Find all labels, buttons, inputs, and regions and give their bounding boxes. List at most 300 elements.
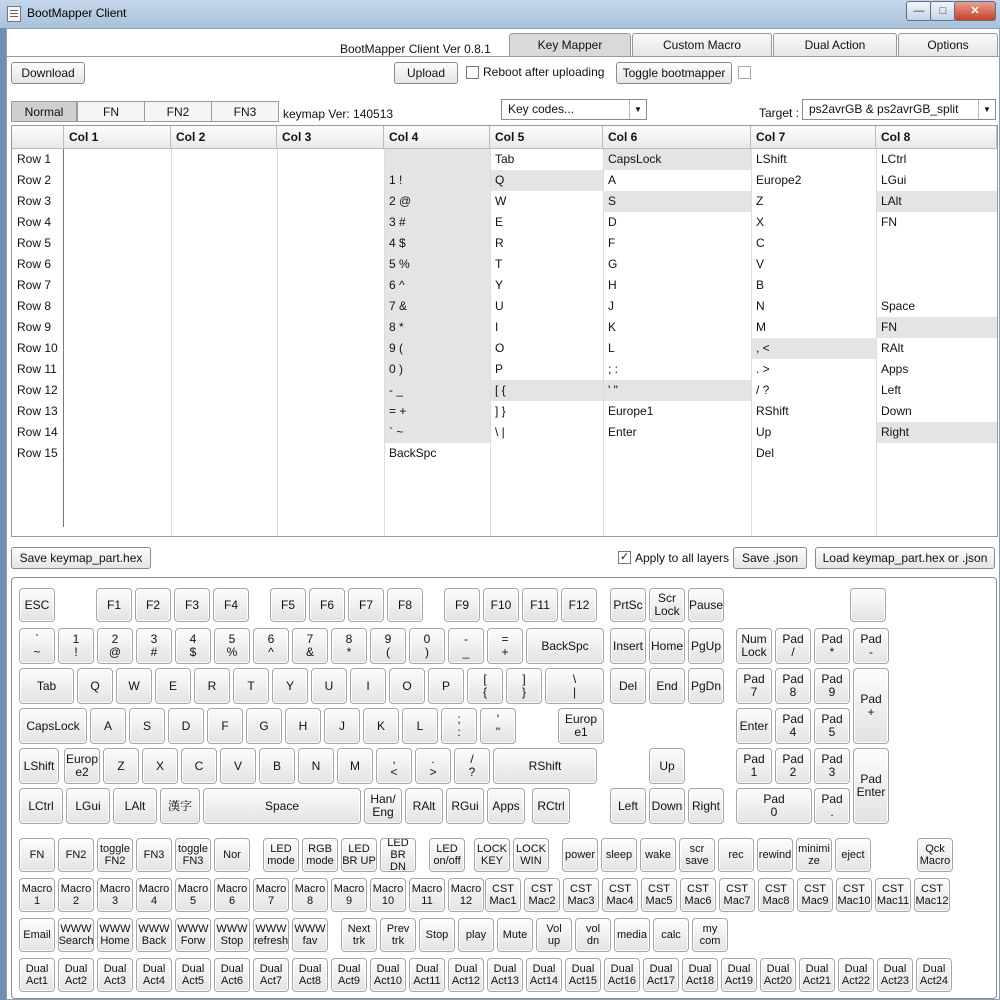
key-www-stop[interactable]: WWW Stop xyxy=(214,918,250,952)
key-0[interactable]: 0 ) xyxy=(409,628,445,664)
save-json-button[interactable]: Save .json xyxy=(733,547,807,569)
key-f3[interactable]: F3 xyxy=(174,588,210,622)
key-rgui[interactable]: RGui xyxy=(446,788,484,824)
key-d[interactable]: D xyxy=(168,708,204,744)
key-dual-act23[interactable]: Dual Act23 xyxy=(877,958,913,992)
grid-column-header[interactable]: Col 1 xyxy=(64,126,171,149)
key-x[interactable]: X xyxy=(142,748,178,784)
grid-cell[interactable]: H xyxy=(608,278,617,292)
key-email[interactable]: Email xyxy=(19,918,55,952)
grid-cell[interactable] xyxy=(751,464,876,485)
key-pad-3[interactable]: Pad 3 xyxy=(814,748,850,784)
key-lshift[interactable]: LShift xyxy=(19,748,59,784)
key-pgdn[interactable]: PgDn xyxy=(688,668,724,704)
key-cst-mac4[interactable]: CST Mac4 xyxy=(602,878,638,912)
grid-cell[interactable] xyxy=(64,359,171,380)
key-l[interactable]: L xyxy=(402,708,438,744)
grid-cell[interactable] xyxy=(277,464,384,485)
grid-cell[interactable] xyxy=(277,212,384,233)
key-y[interactable]: Y xyxy=(272,668,308,704)
grid-cell[interactable] xyxy=(603,485,751,506)
key-4[interactable]: 4 $ xyxy=(175,628,211,664)
key-esc[interactable]: ESC xyxy=(19,588,55,622)
grid-cell[interactable]: ; : xyxy=(608,362,619,376)
grid-cell[interactable] xyxy=(277,191,384,212)
key-blank[interactable]: 漢字 xyxy=(160,788,200,824)
key-power[interactable]: power xyxy=(562,838,598,872)
key-2[interactable]: 2 @ xyxy=(97,628,133,664)
grid-cell[interactable] xyxy=(603,506,751,527)
grid-cell[interactable] xyxy=(277,443,384,464)
grid-cell[interactable]: W xyxy=(495,194,507,208)
key-num-lock[interactable]: Num Lock xyxy=(736,628,772,664)
key-dual-act3[interactable]: Dual Act3 xyxy=(97,958,133,992)
key-backspc[interactable]: BackSpc xyxy=(526,628,604,664)
key-calc[interactable]: calc xyxy=(653,918,689,952)
key-cst-mac12[interactable]: CST Mac12 xyxy=(914,878,950,912)
tab-key-mapper[interactable]: Key Mapper xyxy=(509,33,631,56)
key-1[interactable]: 1 ! xyxy=(58,628,94,664)
grid-cell[interactable] xyxy=(384,464,490,485)
save-keymap-part-button[interactable]: Save keymap_part.hex xyxy=(11,547,151,569)
key-rshift[interactable]: RShift xyxy=(493,748,597,784)
grid-cell[interactable] xyxy=(277,380,384,401)
grid-cell[interactable] xyxy=(171,401,277,422)
key-blank[interactable]: ] } xyxy=(506,668,542,704)
key-vol-dn[interactable]: vol dn xyxy=(575,918,611,952)
grid-cell[interactable]: B xyxy=(756,278,765,292)
key-j[interactable]: J xyxy=(324,708,360,744)
tab-dual-action[interactable]: Dual Action xyxy=(773,33,897,56)
key-led-mode[interactable]: LED mode xyxy=(263,838,299,872)
grid-cell[interactable] xyxy=(171,233,277,254)
key-blank[interactable]: ' " xyxy=(480,708,516,744)
grid-cell[interactable]: FN xyxy=(876,317,997,338)
grid-cell[interactable]: G xyxy=(608,257,618,271)
key-z[interactable]: Z xyxy=(103,748,139,784)
key-6[interactable]: 6 ^ xyxy=(253,628,289,664)
key-s[interactable]: S xyxy=(129,708,165,744)
grid-cell[interactable]: Y xyxy=(495,278,504,292)
grid-cell[interactable] xyxy=(64,149,171,170)
key-rec[interactable]: rec xyxy=(718,838,754,872)
key-macro-10[interactable]: Macro 10 xyxy=(370,878,406,912)
key-f4[interactable]: F4 xyxy=(213,588,249,622)
grid-cell[interactable] xyxy=(64,317,171,338)
key-ralt[interactable]: RAlt xyxy=(405,788,443,824)
grid-cell[interactable]: Enter xyxy=(608,425,637,439)
grid-cell[interactable]: / ? xyxy=(756,383,770,397)
key-led-br-dn[interactable]: LED BR DN xyxy=(380,838,416,872)
maximize-button[interactable]: □ xyxy=(930,1,956,21)
grid-column-header[interactable]: Col 8 xyxy=(876,126,997,149)
key-blank[interactable]: ; : xyxy=(441,708,477,744)
grid-cell[interactable] xyxy=(490,506,603,527)
grid-cell[interactable] xyxy=(171,317,277,338)
key-mute[interactable]: Mute xyxy=(497,918,533,952)
key-www-back[interactable]: WWW Back xyxy=(136,918,172,952)
grid-cell[interactable]: LAlt xyxy=(876,191,997,212)
grid-cell[interactable]: Z xyxy=(756,194,764,208)
grid-cell[interactable]: U xyxy=(495,299,504,313)
key-wake[interactable]: wake xyxy=(640,838,676,872)
grid-column-header[interactable]: Col 6 xyxy=(603,126,751,149)
grid-cell[interactable] xyxy=(64,485,171,506)
key-cst-mac6[interactable]: CST Mac6 xyxy=(680,878,716,912)
grid-column-header[interactable]: Col 3 xyxy=(277,126,384,149)
key-g[interactable]: G xyxy=(246,708,282,744)
grid-cell[interactable]: N xyxy=(756,299,765,313)
grid-cell[interactable]: S xyxy=(603,191,751,212)
grid-cell[interactable] xyxy=(171,359,277,380)
grid-cell[interactable] xyxy=(64,191,171,212)
key-dual-act11[interactable]: Dual Act11 xyxy=(409,958,445,992)
grid-cell[interactable]: Up xyxy=(756,425,772,439)
key-a[interactable]: A xyxy=(90,708,126,744)
key-macro-12[interactable]: Macro 12 xyxy=(448,878,484,912)
grid-cell[interactable]: V xyxy=(756,257,765,271)
key-f6[interactable]: F6 xyxy=(309,588,345,622)
key-c[interactable]: C xyxy=(181,748,217,784)
key-cst-mac9[interactable]: CST Mac9 xyxy=(797,878,833,912)
grid-cell[interactable]: Del xyxy=(756,446,775,460)
grid-cell[interactable] xyxy=(171,170,277,191)
grid-cell[interactable] xyxy=(876,254,997,275)
key-blank[interactable]: / ? xyxy=(454,748,490,784)
key-dual-act5[interactable]: Dual Act5 xyxy=(175,958,211,992)
key-dual-act22[interactable]: Dual Act22 xyxy=(838,958,874,992)
key-f2[interactable]: F2 xyxy=(135,588,171,622)
key-nor[interactable]: Nor xyxy=(214,838,250,872)
key-n[interactable]: N xyxy=(298,748,334,784)
grid-cell[interactable]: M xyxy=(756,320,766,334)
layer-fn2-button[interactable]: FN2 xyxy=(144,101,212,122)
key-dual-act7[interactable]: Dual Act7 xyxy=(253,958,289,992)
key-cst-mac10[interactable]: CST Mac10 xyxy=(836,878,872,912)
key-scr-lock[interactable]: Scr Lock xyxy=(649,588,685,622)
layer-fn3-button[interactable]: FN3 xyxy=(211,101,279,122)
download-button[interactable]: Download xyxy=(11,62,85,84)
grid-cell[interactable] xyxy=(277,296,384,317)
key-blank[interactable] xyxy=(850,588,886,622)
key-toggle-fn3[interactable]: toggle FN3 xyxy=(175,838,211,872)
key-r[interactable]: R xyxy=(194,668,230,704)
grid-cell[interactable] xyxy=(171,380,277,401)
load-keymap-button[interactable]: Load keymap_part.hex or .json xyxy=(815,547,995,569)
key-dual-act24[interactable]: Dual Act24 xyxy=(916,958,952,992)
key-f10[interactable]: F10 xyxy=(483,588,519,622)
key-end[interactable]: End xyxy=(649,668,685,704)
upload-button[interactable]: Upload xyxy=(394,62,458,84)
key-cst-mac1[interactable]: CST Mac1 xyxy=(485,878,521,912)
key-o[interactable]: O xyxy=(389,668,425,704)
close-button[interactable]: ✕ xyxy=(954,1,996,21)
grid-cell[interactable]: LShift xyxy=(756,152,787,166)
tab-options[interactable]: Options xyxy=(898,33,998,56)
key-e[interactable]: E xyxy=(155,668,191,704)
key-k[interactable]: K xyxy=(363,708,399,744)
key-dual-act1[interactable]: Dual Act1 xyxy=(19,958,55,992)
key-f[interactable]: F xyxy=(207,708,243,744)
key-fn[interactable]: FN xyxy=(19,838,55,872)
key-pause[interactable]: Pause xyxy=(688,588,724,622)
key-m[interactable]: M xyxy=(337,748,373,784)
reboot-checkbox[interactable] xyxy=(466,66,479,79)
grid-cell[interactable]: [ { xyxy=(490,380,603,401)
key-f7[interactable]: F7 xyxy=(348,588,384,622)
key-rgb-mode[interactable]: RGB mode xyxy=(302,838,338,872)
key-macro-8[interactable]: Macro 8 xyxy=(292,878,328,912)
grid-cell[interactable]: 0 ) xyxy=(384,359,490,380)
key-f12[interactable]: F12 xyxy=(561,588,597,622)
grid-cell[interactable] xyxy=(171,506,277,527)
key-dual-act4[interactable]: Dual Act4 xyxy=(136,958,172,992)
grid-cell[interactable]: 3 # xyxy=(384,212,490,233)
key-play[interactable]: play xyxy=(458,918,494,952)
key-lock-win[interactable]: LOCK WIN xyxy=(513,838,549,872)
grid-cell[interactable] xyxy=(277,170,384,191)
key-up[interactable]: Up xyxy=(649,748,685,784)
key-home[interactable]: Home xyxy=(649,628,685,664)
key-pad-5[interactable]: Pad 5 xyxy=(814,708,850,744)
keycodes-select[interactable] xyxy=(501,99,647,120)
grid-cell[interactable] xyxy=(603,443,751,464)
grid-cell[interactable] xyxy=(171,149,277,170)
key-macro-9[interactable]: Macro 9 xyxy=(331,878,367,912)
key-8[interactable]: 8 * xyxy=(331,628,367,664)
grid-cell[interactable]: J xyxy=(608,299,614,313)
grid-cell[interactable]: = + xyxy=(384,401,490,422)
grid-column-header[interactable]: Col 4 xyxy=(384,126,490,149)
key-pad-0[interactable]: Pad 0 xyxy=(736,788,812,824)
grid-cell[interactable]: RAlt xyxy=(881,341,904,355)
key-apps[interactable]: Apps xyxy=(487,788,525,824)
key-dual-act20[interactable]: Dual Act20 xyxy=(760,958,796,992)
grid-cell[interactable] xyxy=(277,233,384,254)
grid-cell[interactable]: Apps xyxy=(881,362,909,376)
grid-cell[interactable]: 1 ! xyxy=(384,170,490,191)
key-cst-mac8[interactable]: CST Mac8 xyxy=(758,878,794,912)
grid-cell[interactable] xyxy=(384,149,490,170)
key-blank[interactable]: , < xyxy=(376,748,412,784)
key-pad-9[interactable]: Pad 9 xyxy=(814,668,850,704)
key-7[interactable]: 7 & xyxy=(292,628,328,664)
grid-cell[interactable] xyxy=(277,275,384,296)
tab-custom-macro[interactable]: Custom Macro xyxy=(632,33,772,56)
key-macro-7[interactable]: Macro 7 xyxy=(253,878,289,912)
grid-cell[interactable]: O xyxy=(495,341,505,355)
key-qck-macro[interactable]: Qck Macro xyxy=(917,838,953,872)
grid-cell[interactable]: . > xyxy=(756,362,770,376)
grid-cell[interactable]: 6 ^ xyxy=(384,275,490,296)
key-del[interactable]: Del xyxy=(610,668,646,704)
grid-cell[interactable]: F xyxy=(608,236,616,250)
grid-cell[interactable]: 4 $ xyxy=(384,233,490,254)
grid-cell[interactable] xyxy=(603,464,751,485)
key-5[interactable]: 5 % xyxy=(214,628,250,664)
grid-cell[interactable] xyxy=(171,464,277,485)
key-prev-trk[interactable]: Prev trk xyxy=(380,918,416,952)
grid-cell[interactable] xyxy=(384,506,490,527)
key-stop[interactable]: Stop xyxy=(419,918,455,952)
key-dual-act14[interactable]: Dual Act14 xyxy=(526,958,562,992)
grid-cell[interactable]: BackSpc xyxy=(389,446,437,460)
grid-cell[interactable] xyxy=(277,485,384,506)
grid-cell[interactable] xyxy=(277,338,384,359)
grid-cell[interactable] xyxy=(277,422,384,443)
key-dual-act9[interactable]: Dual Act9 xyxy=(331,958,367,992)
grid-cell[interactable] xyxy=(876,443,997,464)
grid-cell[interactable] xyxy=(490,485,603,506)
key-next-trk[interactable]: Next trk xyxy=(341,918,377,952)
key-b[interactable]: B xyxy=(259,748,295,784)
grid-cell[interactable] xyxy=(751,506,876,527)
key-dual-act2[interactable]: Dual Act2 xyxy=(58,958,94,992)
grid-column-header[interactable]: Col 2 xyxy=(171,126,277,149)
grid-cell[interactable] xyxy=(876,485,997,506)
layer-fn-button[interactable]: FN xyxy=(77,101,145,122)
key-t[interactable]: T xyxy=(233,668,269,704)
key-pad-4[interactable]: Pad 4 xyxy=(775,708,811,744)
key-h[interactable]: H xyxy=(285,708,321,744)
key-down[interactable]: Down xyxy=(649,788,685,824)
key-dual-act6[interactable]: Dual Act6 xyxy=(214,958,250,992)
key-lgui[interactable]: LGui xyxy=(66,788,110,824)
grid-cell[interactable]: \ | xyxy=(495,425,505,439)
grid-cell[interactable]: E xyxy=(495,215,504,229)
key-f1[interactable]: F1 xyxy=(96,588,132,622)
key-f11[interactable]: F11 xyxy=(522,588,558,622)
grid-cell[interactable] xyxy=(171,296,277,317)
key-pad[interactable]: Pad * xyxy=(814,628,850,664)
grid-cell[interactable]: FN xyxy=(881,215,897,229)
key-pad-1[interactable]: Pad 1 xyxy=(736,748,772,784)
key-vol-up[interactable]: Vol up xyxy=(536,918,572,952)
key-lalt[interactable]: LAlt xyxy=(113,788,157,824)
key-macro-2[interactable]: Macro 2 xyxy=(58,878,94,912)
key-www-refresh[interactable]: WWW refresh xyxy=(253,918,289,952)
key-blank[interactable]: [ { xyxy=(467,668,503,704)
key-capslock[interactable]: CapsLock xyxy=(19,708,87,744)
grid-cell[interactable]: ` ~ xyxy=(384,422,490,443)
grid-cell[interactable] xyxy=(64,422,171,443)
key-i[interactable]: I xyxy=(350,668,386,704)
grid-cell[interactable] xyxy=(64,443,171,464)
key-pgup[interactable]: PgUp xyxy=(688,628,724,664)
grid-cell[interactable]: P xyxy=(495,362,504,376)
key-minimi-ze[interactable]: minimi ze xyxy=(796,838,832,872)
grid-cell[interactable]: CapsLock xyxy=(603,149,751,170)
key-rewind[interactable]: rewind xyxy=(757,838,793,872)
bootmapper-checkbox[interactable] xyxy=(738,66,751,79)
grid-cell[interactable]: LCtrl xyxy=(881,152,907,166)
key-lctrl[interactable]: LCtrl xyxy=(19,788,63,824)
key-toggle-fn2[interactable]: toggle FN2 xyxy=(97,838,133,872)
grid-cell[interactable] xyxy=(64,506,171,527)
grid-cell[interactable] xyxy=(876,275,997,296)
grid-cell[interactable] xyxy=(490,443,603,464)
key-left[interactable]: Left xyxy=(610,788,646,824)
grid-cell[interactable]: Left xyxy=(881,383,902,397)
grid-column-header[interactable]: Col 7 xyxy=(751,126,876,149)
key-3[interactable]: 3 # xyxy=(136,628,172,664)
key-macro-5[interactable]: Macro 5 xyxy=(175,878,211,912)
key-blank[interactable]: = + xyxy=(487,628,523,664)
grid-cell[interactable]: Europe2 xyxy=(756,173,802,187)
grid-cell[interactable] xyxy=(876,506,997,527)
grid-cell[interactable] xyxy=(171,485,277,506)
grid-cell[interactable]: RShift xyxy=(756,404,789,418)
grid-cell[interactable] xyxy=(64,275,171,296)
key-macro-6[interactable]: Macro 6 xyxy=(214,878,250,912)
key-sleep[interactable]: sleep xyxy=(601,838,637,872)
grid-cell[interactable] xyxy=(876,233,997,254)
key-www-home[interactable]: WWW Home xyxy=(97,918,133,952)
grid-cell[interactable]: ] } xyxy=(495,404,506,418)
key-www-forw[interactable]: WWW Forw xyxy=(175,918,211,952)
key-cst-mac11[interactable]: CST Mac11 xyxy=(875,878,911,912)
key-pad-7[interactable]: Pad 7 xyxy=(736,668,772,704)
grid-cell[interactable] xyxy=(64,170,171,191)
key-dual-act8[interactable]: Dual Act8 xyxy=(292,958,328,992)
key-fn2[interactable]: FN2 xyxy=(58,838,94,872)
grid-cell[interactable]: , < xyxy=(751,338,876,359)
grid-cell[interactable] xyxy=(171,254,277,275)
minimize-button[interactable]: — xyxy=(906,1,932,21)
grid-cell[interactable]: 9 ( xyxy=(384,338,490,359)
key-led-br-up[interactable]: LED BR UP xyxy=(341,838,377,872)
grid-cell[interactable] xyxy=(64,296,171,317)
grid-cell[interactable] xyxy=(64,254,171,275)
grid-cell[interactable] xyxy=(171,338,277,359)
grid-cell[interactable]: Q xyxy=(490,170,603,191)
grid-cell[interactable]: X xyxy=(756,215,765,229)
key-media[interactable]: media xyxy=(614,918,650,952)
grid-cell[interactable] xyxy=(277,317,384,338)
key-cst-mac2[interactable]: CST Mac2 xyxy=(524,878,560,912)
key-han-eng[interactable]: Han/ Eng xyxy=(364,788,402,824)
key-rctrl[interactable]: RCtrl xyxy=(532,788,570,824)
key-my-com[interactable]: my com xyxy=(692,918,728,952)
grid-cell[interactable] xyxy=(171,422,277,443)
key-cst-mac3[interactable]: CST Mac3 xyxy=(563,878,599,912)
grid-cell[interactable] xyxy=(64,233,171,254)
grid-cell[interactable]: R xyxy=(495,236,504,250)
grid-cell[interactable] xyxy=(64,401,171,422)
key-w[interactable]: W xyxy=(116,668,152,704)
key-space[interactable]: Space xyxy=(203,788,361,824)
grid-cell[interactable] xyxy=(171,212,277,233)
key-dual-act10[interactable]: Dual Act10 xyxy=(370,958,406,992)
key-pad-8[interactable]: Pad 8 xyxy=(775,668,811,704)
key-dual-act18[interactable]: Dual Act18 xyxy=(682,958,718,992)
key-pad-enter[interactable]: Pad Enter xyxy=(853,748,889,824)
key-prtsc[interactable]: PrtSc xyxy=(610,588,646,622)
key-fn3[interactable]: FN3 xyxy=(136,838,172,872)
grid-cell[interactable]: 5 % xyxy=(384,254,490,275)
grid-cell[interactable]: I xyxy=(495,320,499,334)
key-pad[interactable]: Pad - xyxy=(853,628,889,664)
apply-all-checkbox[interactable]: ✓ xyxy=(619,551,630,563)
key-dual-act16[interactable]: Dual Act16 xyxy=(604,958,640,992)
key-v[interactable]: V xyxy=(220,748,256,784)
key-blank[interactable]: \ | xyxy=(545,668,604,704)
grid-cell[interactable]: A xyxy=(608,173,617,187)
key-macro-11[interactable]: Macro 11 xyxy=(409,878,445,912)
grid-cell[interactable] xyxy=(171,275,277,296)
grid-cell[interactable]: T xyxy=(495,257,503,271)
grid-cell[interactable]: 2 @ xyxy=(384,191,490,212)
